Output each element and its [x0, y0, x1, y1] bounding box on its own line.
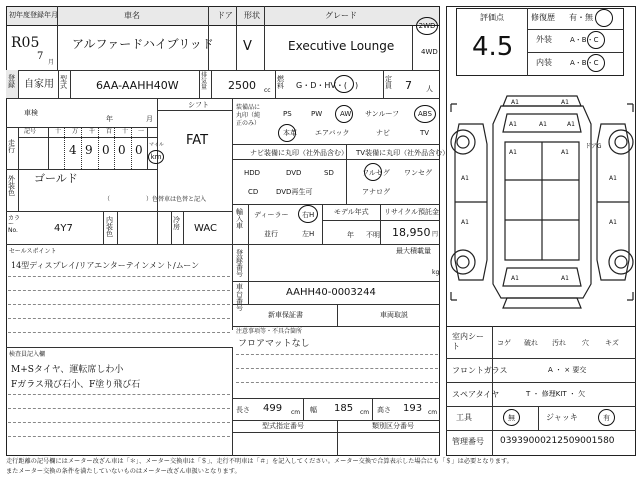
- chassis-value: AAHH40-0003244: [286, 287, 376, 298]
- cert-class-no: 類別区分番号: [372, 422, 414, 430]
- footer-line-1: 走行距離の記号欄にはメーター改ざん車は「＊」、メーター交換車は「＄」、走行不明車は「＃」を記入してください。メーター交換で合算表示した場合にも「＄」は必要となります。: [6, 458, 513, 465]
- navi-dvd: DVD: [286, 169, 302, 177]
- tv-fullseg-circled: [364, 163, 382, 181]
- import-dealer: ディーラー: [254, 211, 289, 219]
- equip-aw-circled: [335, 105, 353, 123]
- import-label: 輸入車: [236, 208, 243, 230]
- tool-label: 工具: [456, 413, 472, 422]
- load-unit: kg: [432, 269, 440, 276]
- dims-len-label: 長さ: [236, 406, 250, 414]
- import-parallel: 並行: [264, 230, 278, 238]
- mileage-digit-0: 4: [69, 143, 77, 157]
- type-label: 型式: [60, 75, 67, 90]
- navi-hdd: HDD: [244, 169, 261, 177]
- interior-b-circled: [587, 54, 605, 72]
- color-code: 4Y7: [54, 223, 73, 234]
- inspection-label: 車検: [24, 109, 38, 117]
- cap-label: 定員: [385, 75, 392, 90]
- dims-hgt-label: 高さ: [377, 406, 391, 414]
- sales-point-text: 14型ディスプレイ/リアエンターテインメント/ムーン: [11, 261, 200, 270]
- displacement: 2500: [228, 79, 256, 92]
- fuel-options: G・D・HV・( ): [296, 81, 359, 90]
- mileage-unit-5: 一: [138, 128, 145, 135]
- shift-label: シフト: [188, 101, 209, 109]
- interior-label: 内装: [536, 58, 552, 67]
- spare-items: T ・ 修理KIT ・ 欠: [526, 390, 586, 398]
- shape-label: 形状: [244, 11, 260, 20]
- model-name: アルファードハイブリッド: [72, 37, 214, 51]
- equip-sunroof: サンルーフ: [365, 110, 400, 118]
- repair-none-circled: [595, 9, 613, 27]
- reg-label: 登録: [8, 74, 15, 89]
- mileage-unit-1: 万: [72, 128, 79, 135]
- drive-4wd: 4WD: [421, 48, 438, 56]
- disp-label: 排気量: [201, 72, 208, 91]
- seat-label: 室内シート: [452, 332, 484, 352]
- mileage-header: 記号: [24, 128, 37, 135]
- import-rh-circled: [298, 205, 318, 223]
- recycle-unit: 円: [432, 231, 439, 238]
- mileage-digit-2: 0: [102, 143, 110, 157]
- type-value: 6AA-AAHH40W: [96, 79, 179, 92]
- equip-navi: ナビ: [376, 129, 390, 137]
- mileage-unit-4: 十: [122, 128, 129, 135]
- navi-dvd-play: DVD再生可: [276, 188, 313, 196]
- inspection-year: 年: [106, 115, 113, 123]
- dims-len-unit: cm: [291, 409, 301, 416]
- diagram-mark-5: A1: [567, 121, 575, 128]
- diagram-mark-3: A1: [509, 121, 517, 128]
- mileage-digit-4: 0: [135, 143, 143, 157]
- mileage-digit-1: 9: [85, 143, 93, 157]
- repair-label: 修復歴: [531, 13, 555, 22]
- seat-item-0: コゲ: [497, 339, 511, 347]
- dims-wid-label: 幅: [310, 406, 317, 414]
- trim-label: 内装色: [106, 216, 113, 238]
- ac-label: 冷房: [173, 216, 180, 231]
- seat-item-4: キズ: [605, 339, 619, 347]
- tv-label: TV装備に丸印（社外品含む）: [356, 149, 450, 157]
- diagram-mark-1: A1: [511, 99, 519, 106]
- jack-label: ジャッキ: [546, 413, 578, 422]
- diagram-mark-4: A1: [539, 121, 547, 128]
- grade-value: Executive Lounge: [288, 39, 395, 53]
- fuel-hv-circled: [334, 75, 354, 93]
- shape-value: V: [243, 39, 252, 54]
- import-rh: 右H: [302, 211, 315, 219]
- diagram-mark-door-g: ドアG: [585, 143, 602, 150]
- first-reg-month: 7: [37, 51, 44, 62]
- first-reg-label: 初年度登録年月: [9, 11, 58, 19]
- mileage-label: 走行: [8, 139, 15, 154]
- mileage-mile: マイル: [149, 142, 164, 148]
- warranty-new-car: 新車保証書: [268, 311, 303, 319]
- ac-value: WAC: [194, 223, 217, 234]
- model-label: 車名: [124, 11, 140, 20]
- door-label: ドア: [217, 11, 233, 20]
- dims-wid-unit: cm: [360, 409, 370, 416]
- warranty-manual: 車両取説: [380, 311, 408, 319]
- mileage-digit-3: 0: [118, 143, 126, 157]
- seat-item-1: 破れ: [524, 339, 538, 347]
- tv-fullseg: フルセグ: [362, 169, 390, 177]
- seat-item-3: 穴: [582, 339, 589, 347]
- cert-type-no: 型式指定番号: [262, 422, 304, 430]
- footer-line-2: またメーター交換の条件を満たしていないものはメーター改ざん車扱いとなります。: [6, 468, 241, 475]
- diagram-mark-10: A1: [461, 219, 469, 226]
- color-section-label: 外装色: [8, 175, 15, 197]
- diagram-mark-9: A1: [609, 175, 617, 182]
- load-label: 最大積載量: [396, 247, 431, 255]
- car-damage-diagram: [449, 84, 635, 320]
- inspector-line-1: Fガラス飛び石小、F塗り飛び石: [11, 380, 141, 390]
- equipment-label: 装備品に丸印（純正のみ）: [236, 104, 261, 127]
- score-value: 4.5: [472, 32, 514, 62]
- cc-unit: cc: [264, 87, 271, 94]
- dims-wid: 185: [334, 403, 354, 414]
- color-code-label: カラーNo.: [8, 215, 21, 234]
- diagram-mark-2: A1: [561, 99, 569, 106]
- dims-hgt: 193: [403, 403, 423, 414]
- chassis-label: 車台番号: [236, 283, 243, 312]
- import-lh: 左H: [302, 230, 315, 238]
- mileage-unit-2: 千: [89, 128, 96, 135]
- equip-airbag: エアバック: [315, 129, 350, 137]
- diagram-mark-12: A1: [511, 275, 519, 282]
- equip-tv: TV: [420, 129, 430, 137]
- fuel-label: 燃料: [277, 75, 284, 90]
- equip-ps: PS: [283, 110, 292, 118]
- glass-label: フロントガラス: [452, 366, 508, 375]
- recycle-label: リサイクル預託金: [384, 208, 440, 216]
- glass-items: A ・ × 要交: [548, 366, 587, 374]
- grade-label: グレード: [325, 11, 357, 20]
- tool-mark-circled: 無: [503, 409, 520, 426]
- capacity: 7: [405, 79, 412, 92]
- use-value: 自家用: [24, 79, 54, 90]
- equip-leather: 本革: [283, 129, 297, 137]
- equip-pw: PW: [311, 110, 323, 118]
- tv-analog: アナログ: [362, 188, 390, 196]
- diagram-mark-7: A1: [561, 149, 569, 156]
- shift-value: FAT: [186, 133, 209, 148]
- notes-text: フロアマットなし: [238, 339, 310, 349]
- exterior-scale: A・B・C: [570, 36, 599, 44]
- equip-leather-circled: [278, 124, 296, 142]
- first-reg-year: R05: [11, 35, 40, 51]
- exterior-b-circled: [587, 31, 605, 49]
- inspection-month: 月: [146, 115, 153, 123]
- model-year-label: モデル年式: [334, 208, 369, 216]
- score-label: 評価点: [480, 13, 504, 22]
- dims-len: 499: [263, 403, 283, 414]
- person-unit: 人: [426, 85, 433, 93]
- model-year-unknown: 不明: [366, 231, 380, 239]
- mileage-unit-3: 百: [106, 128, 113, 135]
- mileage-unit-0: 十: [55, 128, 62, 135]
- interior-scale: A・B・C: [570, 59, 599, 67]
- seat-item-2: 汚れ: [552, 339, 566, 347]
- mgmt-number: 03939000212509001580: [500, 436, 615, 446]
- exterior-label: 外装: [536, 35, 552, 44]
- equip-abs: ABS: [418, 110, 432, 118]
- mgmt-label: 管理番号: [452, 437, 484, 446]
- drive-2wd-circled: 2WD: [416, 17, 438, 35]
- inspector-line-0: M+Sタイヤ、運転席しわ小: [11, 365, 124, 375]
- recycle-amount: 18,950: [392, 226, 431, 239]
- dims-hgt-unit: cm: [428, 409, 438, 416]
- notes-label: 注意事項等・不具合箇所: [236, 328, 303, 335]
- diagram-mark-6: A1: [509, 149, 517, 156]
- tv-oneseg: ワンセグ: [404, 169, 432, 177]
- diagram-mark-13: A1: [561, 275, 569, 282]
- navi-label: ナビ装備に丸印（社外品含む）: [250, 149, 348, 157]
- diagram-mark-8: A1: [461, 175, 469, 182]
- mileage-km-circled: km: [148, 150, 164, 164]
- color-note: （ ）色替車は色替と記入: [104, 196, 207, 203]
- equip-aw: AW: [340, 110, 352, 118]
- month-unit: 月: [48, 59, 55, 66]
- color-value: ゴールド: [34, 172, 78, 185]
- equip-abs-circled: [414, 105, 436, 123]
- navi-sd: SD: [324, 169, 334, 177]
- jack-mark-circled: 有: [598, 409, 615, 426]
- spare-label: スペアタイヤ: [452, 390, 500, 399]
- model-year-unit: 年: [347, 231, 354, 239]
- repair-options: 有・無: [569, 13, 593, 22]
- navi-cd: CD: [248, 188, 259, 196]
- sales-point-label: セールスポイント: [9, 248, 57, 255]
- inspector-label: 検査員記入欄: [9, 351, 46, 358]
- reg-number-label: 登録番号: [236, 249, 243, 278]
- diagram-mark-11: A1: [609, 219, 617, 226]
